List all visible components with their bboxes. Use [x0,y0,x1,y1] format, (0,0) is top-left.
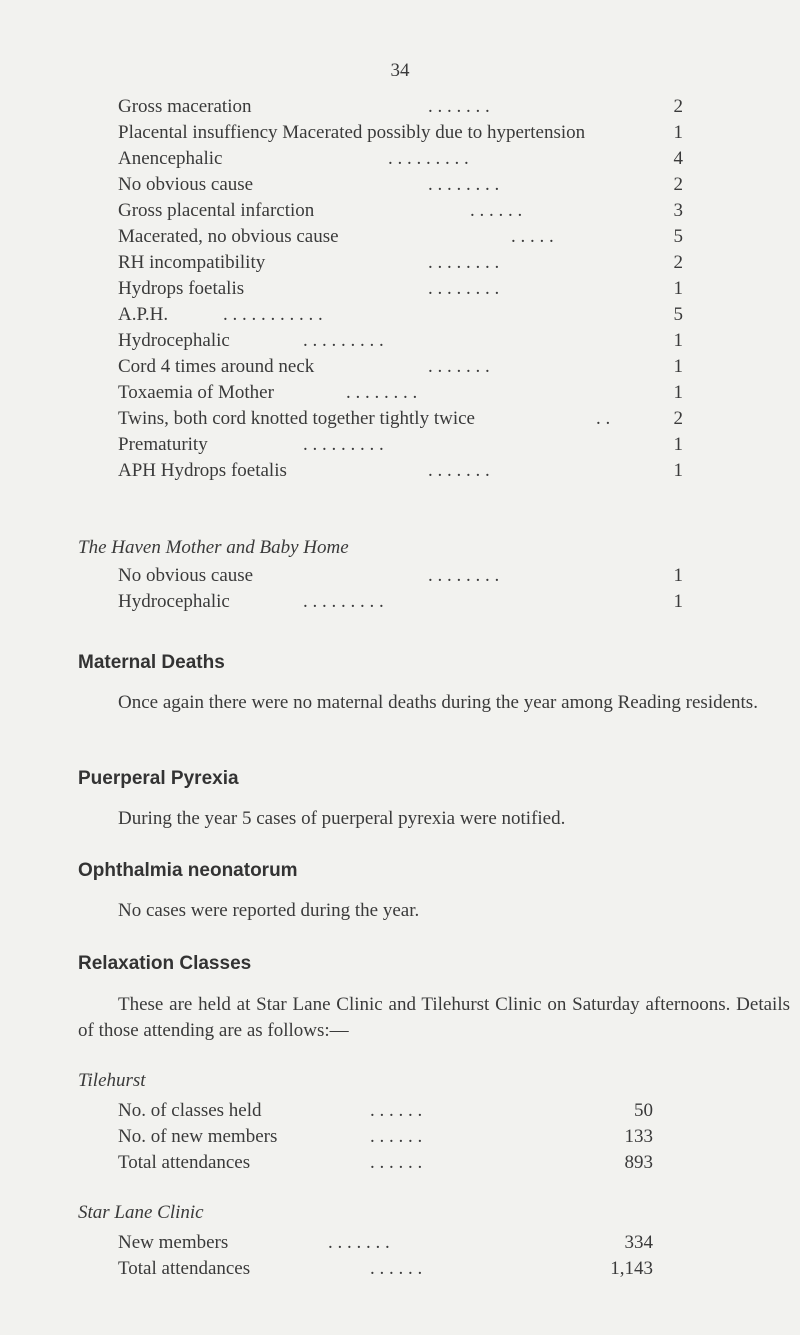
cause-label: Hydrocephalic [118,591,230,612]
list-item [118,432,683,458]
ophthalmia-text [78,898,790,924]
cause-count: 2 [673,408,683,429]
list-item [118,380,683,406]
cause-label: Hydrops foetalis [118,278,245,299]
cause-count: 3 [673,200,683,221]
list-item [118,563,683,589]
leader-dots: . . . . . . [370,1100,423,1121]
leader-dots: . . . . . . [370,1126,423,1147]
list-item [118,224,683,250]
puerperal-pyrexia-heading: Puerperal Pyrexia [78,768,239,789]
cause-count: 1 [673,356,683,377]
list-item [118,172,683,198]
list-item [118,250,683,276]
cause-label: Hydrocephalic [118,330,230,351]
leader-dots: . . [596,408,611,429]
relaxation-classes-heading: Relaxation Classes [78,953,252,974]
haven-home-title: The Haven Mother and Baby Home [78,537,349,558]
stat-value: 1,143 [610,1258,653,1279]
cause-label: Gross placental infarction [118,200,315,221]
ophthalmia-body: No cases were reported during the year. [118,900,420,921]
leader-dots: . . . . . . . [428,460,490,481]
list-item [118,354,683,380]
stat-value: 893 [624,1152,653,1173]
cause-count: 1 [673,460,683,481]
relaxation-classes-body: These are held at Star Lane Clinic and Tilehurst Clinic on Saturday afternoons. Details of those attending are as follows:— [78,994,790,1041]
leader-dots: . . . . . . . . [428,252,500,273]
leader-dots: . . . . . . . . . [303,591,384,612]
puerperal-pyrexia-body: During the year 5 cases of puerperal pyrexia were notified. [118,808,566,829]
leader-dots: . . . . . . . . [346,382,418,403]
cause-label: Macerated, no obvious cause [118,226,339,247]
leader-dots: . . . . . . . . . [303,330,384,351]
stat-label: No. of classes held [118,1100,262,1121]
leader-dots: . . . . . [511,226,554,247]
leader-dots: . . . . . . . . . [303,434,384,455]
cause-label: Gross maceration [118,96,252,117]
leader-dots: . . . . . . . . [428,278,500,299]
cause-count: 2 [673,96,683,117]
list-item [118,458,683,484]
stat-label: New members [118,1232,229,1253]
table-row [118,1098,653,1124]
leader-dots: . . . . . . . . . [388,148,469,169]
leader-dots: . . . . . . [370,1258,423,1279]
stat-label: Total attendances [118,1152,251,1173]
list-item [118,328,683,354]
cause-count: 1 [673,330,683,351]
cause-label: Prematurity [118,434,208,455]
cause-label: Cord 4 times around neck [118,356,315,377]
list-item [118,198,683,224]
cause-count: 5 [673,226,683,247]
cause-label: A.P.H. [118,304,169,325]
star-lane-title: Star Lane Clinic [78,1202,204,1223]
stat-value: 133 [624,1126,653,1147]
leader-dots: . . . . . . . . . . . [223,304,323,325]
stat-label: No. of new members [118,1126,278,1147]
cause-count: 4 [673,148,683,169]
list-item [118,406,683,432]
cause-count: 1 [673,122,683,143]
cause-count: 1 [673,382,683,403]
leader-dots: . . . . . . . [428,96,490,117]
stat-value: 334 [624,1232,653,1253]
cause-count: 2 [673,174,683,195]
cause-label: APH Hydrops foetalis [118,460,287,481]
leader-dots: . . . . . . . [428,356,490,377]
maternal-deaths-body: Once again there were no maternal deaths during the year among Reading residents. [118,692,758,713]
stat-label: Total attendances [118,1258,251,1279]
list-item [118,302,683,328]
list-item [118,94,683,120]
cause-count: 5 [673,304,683,325]
stat-value: 50 [634,1100,653,1121]
puerperal-pyrexia-text [78,806,790,832]
cause-count: 1 [673,565,683,586]
cause-label: No obvious cause [118,174,254,195]
leader-dots: . . . . . . [370,1152,423,1173]
table-row [118,1124,653,1150]
cause-count: 1 [673,591,683,612]
maternal-deaths-text [78,690,790,716]
cause-label: Anencephalic [118,148,223,169]
page-number: 34 [390,60,410,81]
leader-dots: . . . . . . . [328,1232,390,1253]
ophthalmia-heading: Ophthalmia neonatorum [78,860,298,881]
cause-label: No obvious cause [118,565,254,586]
cause-label: Toxaemia of Mother [118,382,274,403]
cause-label: Placental insuffiency Macerated possibly due to hypertension [118,122,586,143]
list-item [118,276,683,302]
leader-dots: . . . . . . [470,200,523,221]
list-item [118,589,683,615]
cause-count: 1 [673,434,683,455]
cause-label: RH incompatibility [118,252,266,273]
relaxation-classes-text [78,992,790,1044]
cause-count: 1 [673,278,683,299]
table-row [118,1256,653,1282]
maternal-deaths-heading: Maternal Deaths [78,652,225,673]
list-item [118,146,683,172]
leader-dots: . . . . . . . . [428,565,500,586]
tilehurst-title: Tilehurst [78,1070,146,1091]
cause-count: 2 [673,252,683,273]
table-row [118,1150,653,1176]
leader-dots: . . . . . . . . [428,174,500,195]
list-item [118,120,683,146]
cause-label: Twins, both cord knotted together tightly twice [118,408,475,429]
table-row [118,1230,653,1256]
